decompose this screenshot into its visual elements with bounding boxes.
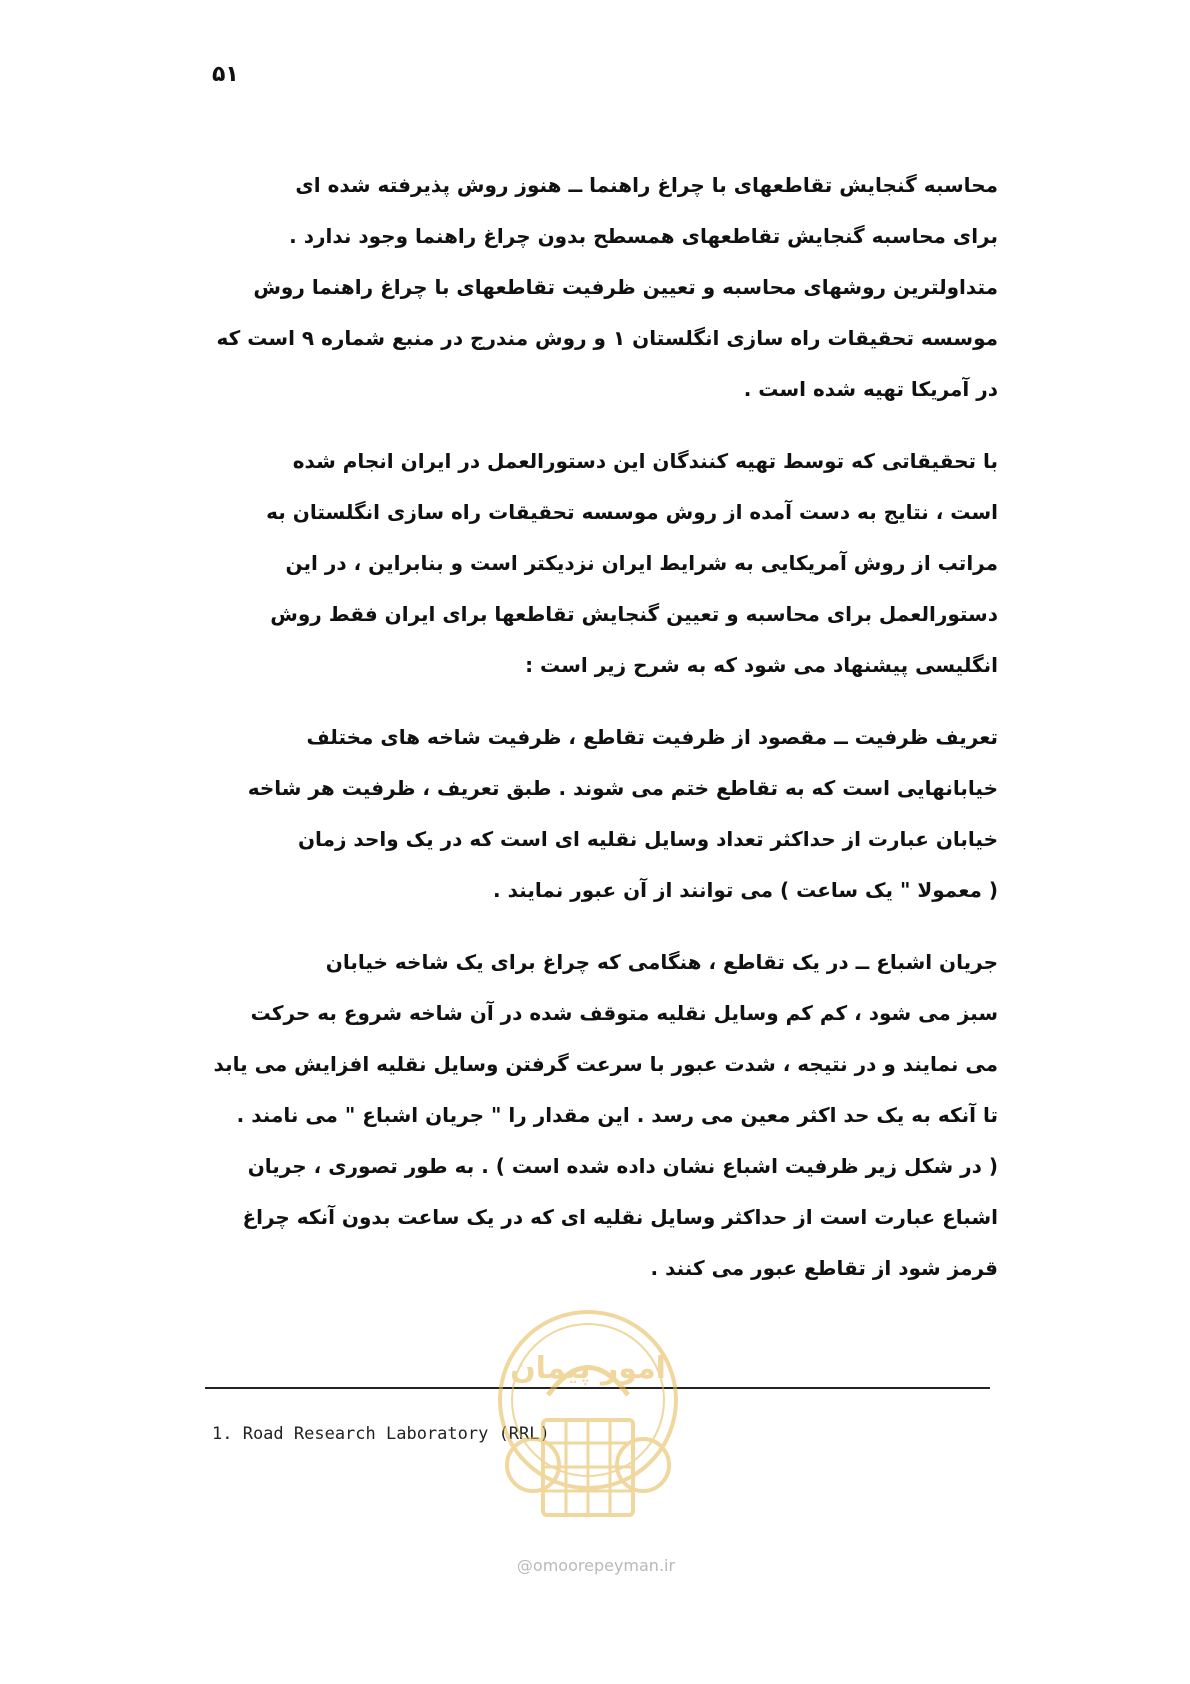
text-line: با تحقیقاتی که توسط تهیه کنندگان این دستورالعمل در ایران انجام شده <box>292 449 998 473</box>
page-number: ۵۱ <box>212 62 239 87</box>
text-line: تا آنکه به یک حد اکثر معین می رسد . این مقدار را " جریان اشباع " می نامند . <box>236 1103 998 1127</box>
text-line: می نمایند و در نتیجه ، شدت عبور با سرعت گرفتن وسایل نقلیه افزایش می یابد <box>213 1052 998 1076</box>
text-line: دستورالعمل برای محاسبه و تعیین گنجایش تقاطعها برای ایران فقط روش <box>270 602 998 626</box>
text-line: ( معمولا " یک ساعت ) می توانند از آن عبور نمایند . <box>493 878 998 902</box>
text-line: مراتب از روش آمریکایی به شرایط ایران نزدیکتر است و بنابراین ، در این <box>285 551 998 575</box>
footnote: 1. Road Research Laboratory (RRL) <box>212 1424 550 1444</box>
text-line: سبز می شود ، کم کم وسایل نقلیه متوقف شده در آن شاخه شروع به حرکت <box>250 1001 998 1025</box>
text-line: متداولترین روشهای محاسبه و تعیین ظرفیت تقاطعهای با چراغ راهنما روش <box>253 275 998 299</box>
text-line: است ، نتایج به دست آمده از روش موسسه تحقیقات راه سازی انگلستان به <box>266 500 998 524</box>
watermark-logo-text: امور پیمان <box>510 1351 666 1386</box>
text-line: خیابانهایی است که به تقاطع ختم می شوند . طبق تعریف ، ظرفیت هر شاخه <box>247 776 998 800</box>
paragraph-saturation-flow <box>198 937 998 1294</box>
text-line: قرمز شود از تقاطع عبور می کنند . <box>650 1256 998 1280</box>
text-line: اشباع عبارت است از حداکثر وسایل نقلیه ای که در یک ساعت بدون آنکه چراغ <box>242 1205 998 1229</box>
text-line: خیابان عبارت از حداکثر تعداد وسایل نقلیه ای است که در یک واحد زمان <box>297 827 998 851</box>
paragraph-research-results <box>198 436 998 691</box>
paragraph-signalized-capacity <box>198 160 998 415</box>
text-line: موسسه تحقیقات راه سازی انگلستان ۱ و روش مندرج در منبع شماره ۹ است که <box>216 326 998 350</box>
text-line: تعریف ظرفیت ــ مقصود از ظرفیت تقاطع ، ظرفیت شاخه های مختلف <box>306 725 998 749</box>
text-line: انگلیسی پیشنهاد می شود که به شرح زیر است : <box>525 653 998 677</box>
watermark-url: @omoorepeyman.ir <box>516 1556 676 1575</box>
text-line: برای محاسبه گنجایش تقاطعهای همسطح بدون چراغ راهنما وجود ندارد . <box>289 224 998 248</box>
seal-logo-icon <box>488 1300 688 1550</box>
text-line: جریان اشباع ــ در یک تقاطع ، هنگامی که چراغ برای یک شاخه خیابان <box>325 950 998 974</box>
text-line: محاسبه گنجایش تقاطعهای با چراغ راهنما ــ هنوز روش پذیرفته شده ای <box>295 173 998 197</box>
text-line: ( در شکل زیر ظرفیت اشباع نشان داده شده است ) . به طور تصوری ، جریان <box>247 1154 998 1178</box>
text-line: در آمریکا تهیه شده است . <box>743 377 998 401</box>
paragraph-capacity-definition <box>198 712 998 916</box>
